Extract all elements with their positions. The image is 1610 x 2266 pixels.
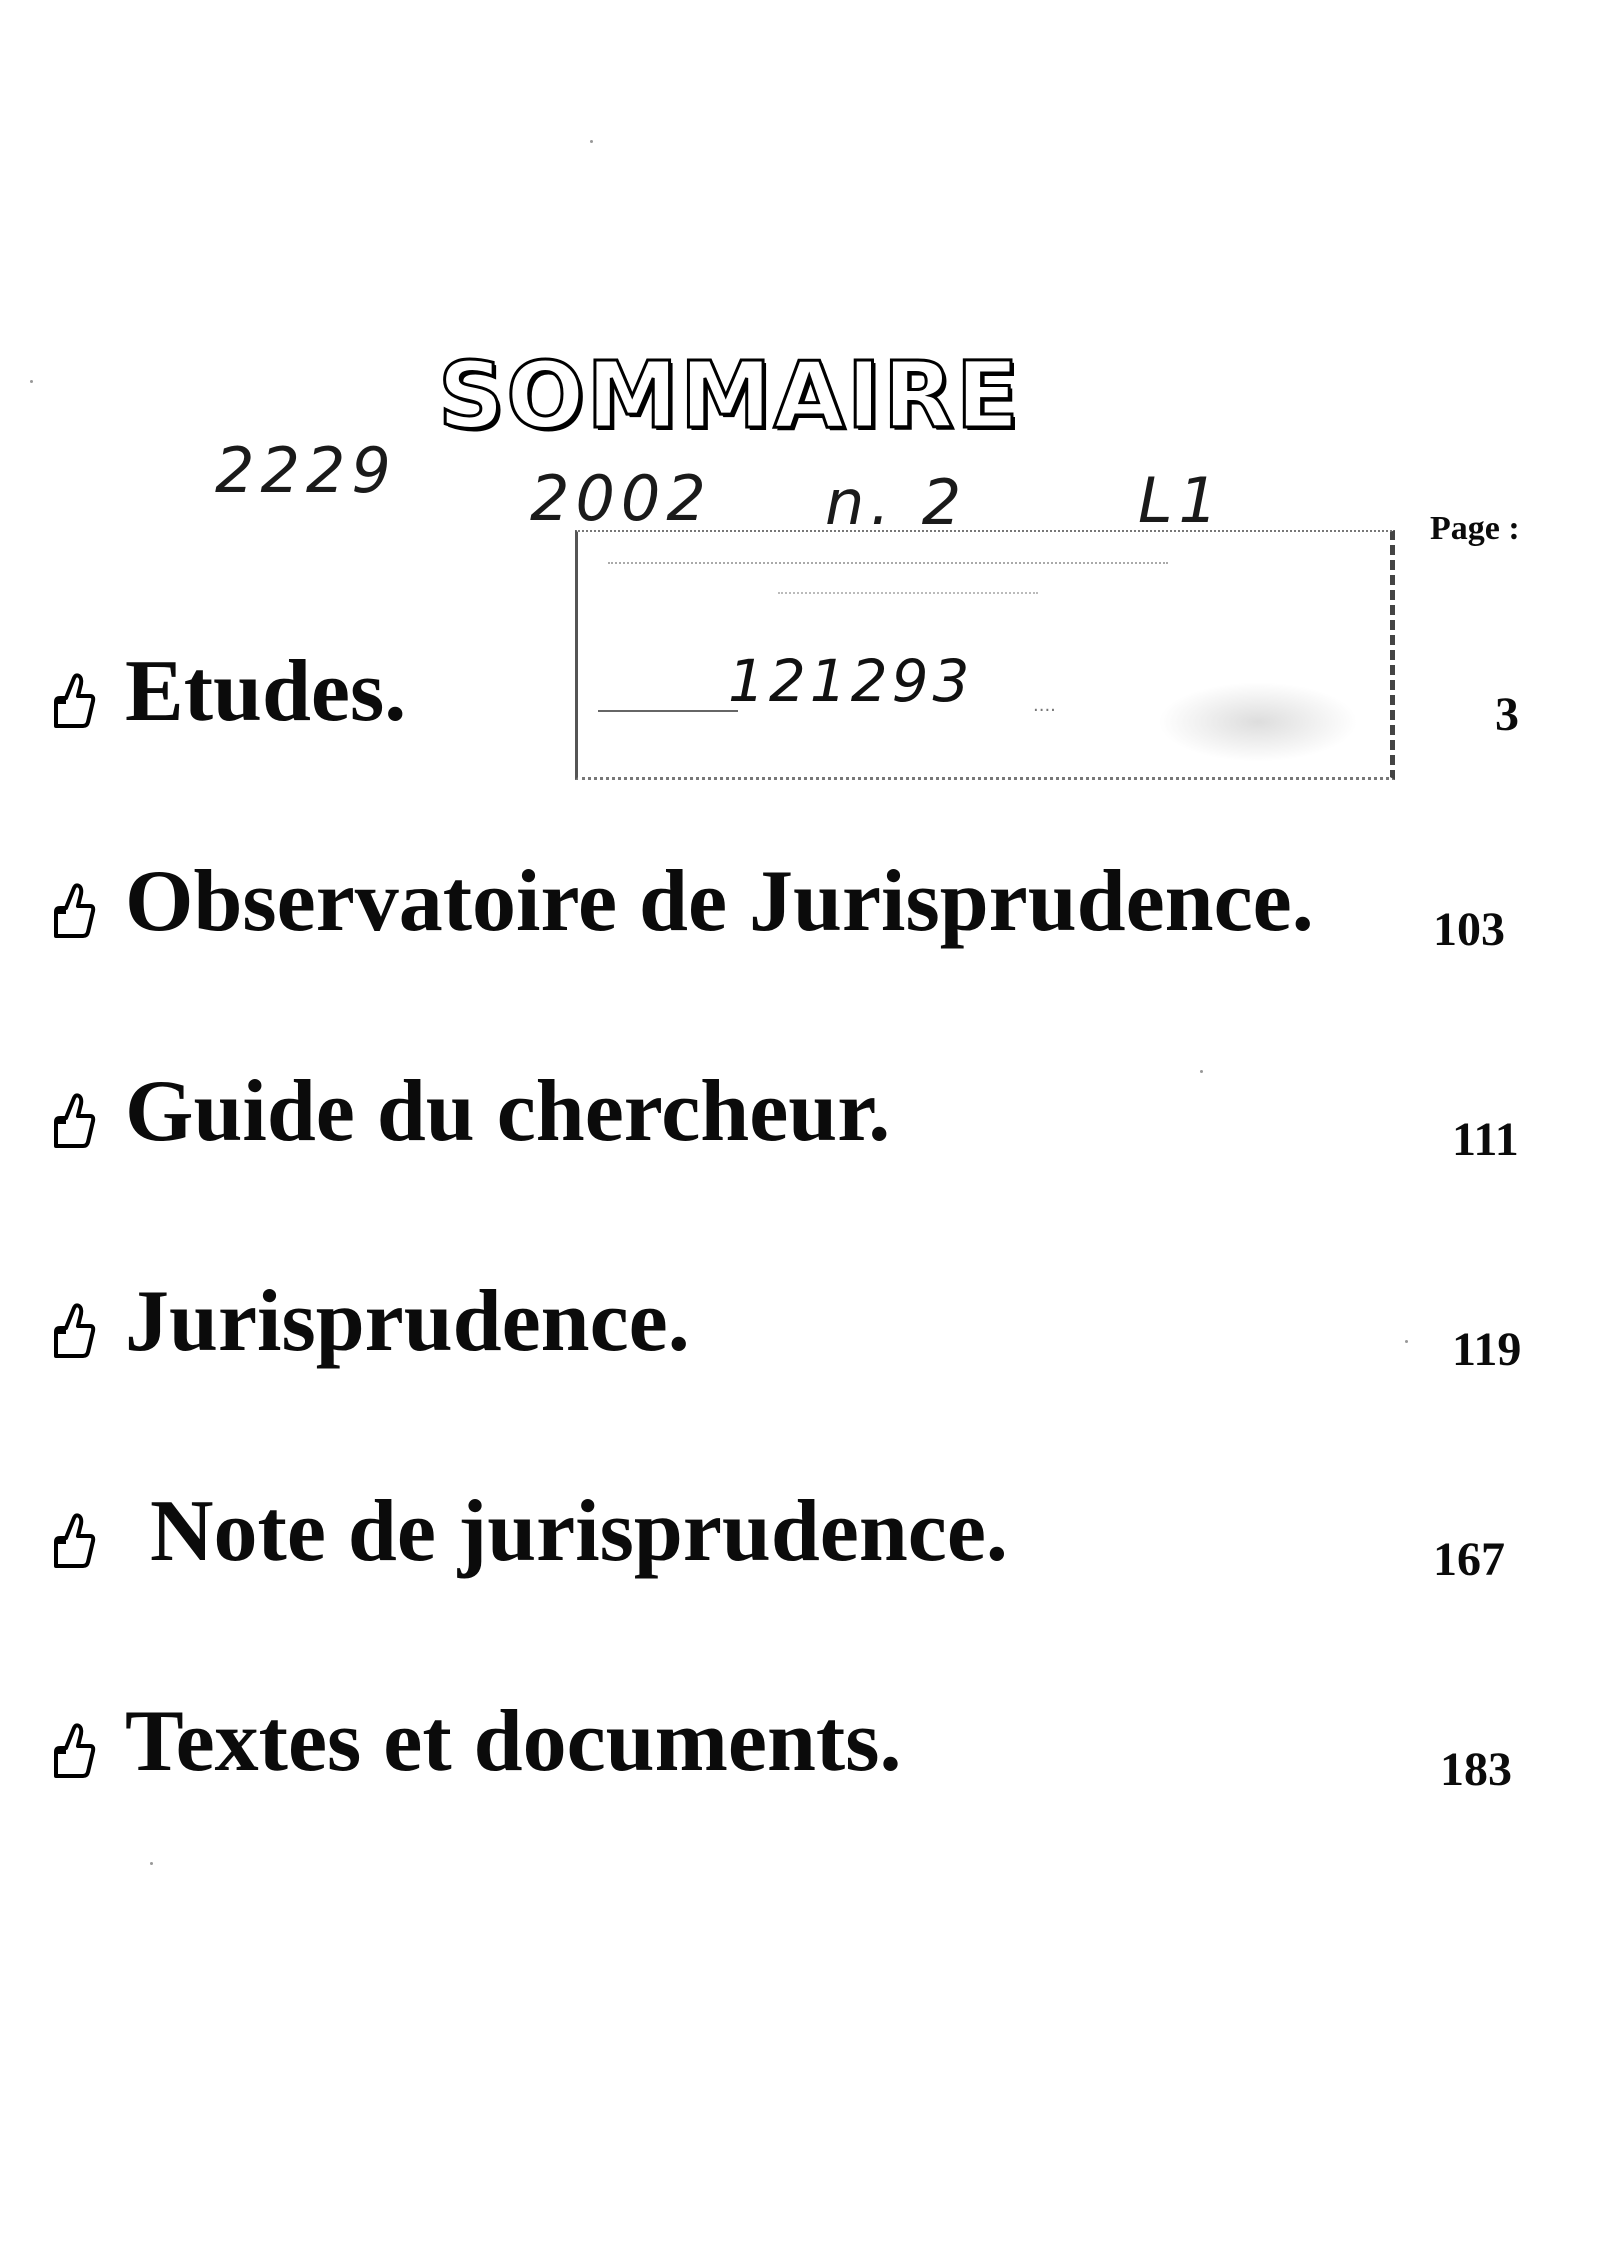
handwritten-location: L1 xyxy=(1138,464,1224,537)
toc-label: Textes et documents. xyxy=(125,1693,902,1790)
toc-page-number: 183 xyxy=(1440,1743,1512,1796)
toc-entry xyxy=(0,853,1610,978)
thumbs-up-outline-icon xyxy=(48,672,96,728)
stamp-faint-text xyxy=(608,562,1168,578)
handwritten-volume: n. 2 xyxy=(825,466,968,539)
page-title xyxy=(438,342,1021,449)
scan-speck xyxy=(1405,1340,1408,1343)
toc-entry xyxy=(0,1273,1610,1398)
toc-entry xyxy=(0,643,1610,768)
thumbs-up-outline-icon xyxy=(48,882,96,938)
toc-entry xyxy=(0,1693,1610,1818)
thumbs-up-outline-icon xyxy=(48,1302,96,1358)
thumbs-up-outline-icon xyxy=(48,1092,96,1148)
toc-page-number: 3 xyxy=(1495,688,1519,741)
thumbs-up-outline-icon xyxy=(48,1512,96,1568)
page-column-header: Page : xyxy=(1430,510,1520,547)
toc-entry xyxy=(0,1483,1610,1608)
toc-label: Observatoire de Jurisprudence. xyxy=(125,853,1314,950)
stamp-accession-number: 121293 xyxy=(728,647,974,715)
scan-speck xyxy=(150,1862,153,1865)
toc-page-number: 119 xyxy=(1452,1323,1522,1376)
stamp-faint-text-2 xyxy=(778,592,1038,594)
toc-page-number: 103 xyxy=(1433,903,1505,956)
scan-speck xyxy=(590,140,593,143)
toc-label: Etudes. xyxy=(125,643,407,740)
toc-label: Jurisprudence. xyxy=(125,1273,690,1370)
toc-page-number: 111 xyxy=(1452,1113,1519,1166)
toc-label: Guide du chercheur. xyxy=(125,1063,891,1160)
stamp-small-mark: ···· xyxy=(1033,700,1056,721)
scan-speck xyxy=(1200,1070,1203,1073)
scan-speck xyxy=(30,380,33,383)
handwritten-call-number: 2229 xyxy=(215,434,397,507)
toc-page-number: 167 xyxy=(1433,1533,1505,1586)
handwritten-year: 2002 xyxy=(530,462,712,535)
title-text: SOMMAIRE xyxy=(438,342,1021,449)
toc-entry xyxy=(0,1063,1610,1188)
toc-label: Note de jurisprudence. xyxy=(150,1483,1008,1580)
thumbs-up-outline-icon xyxy=(48,1722,96,1778)
